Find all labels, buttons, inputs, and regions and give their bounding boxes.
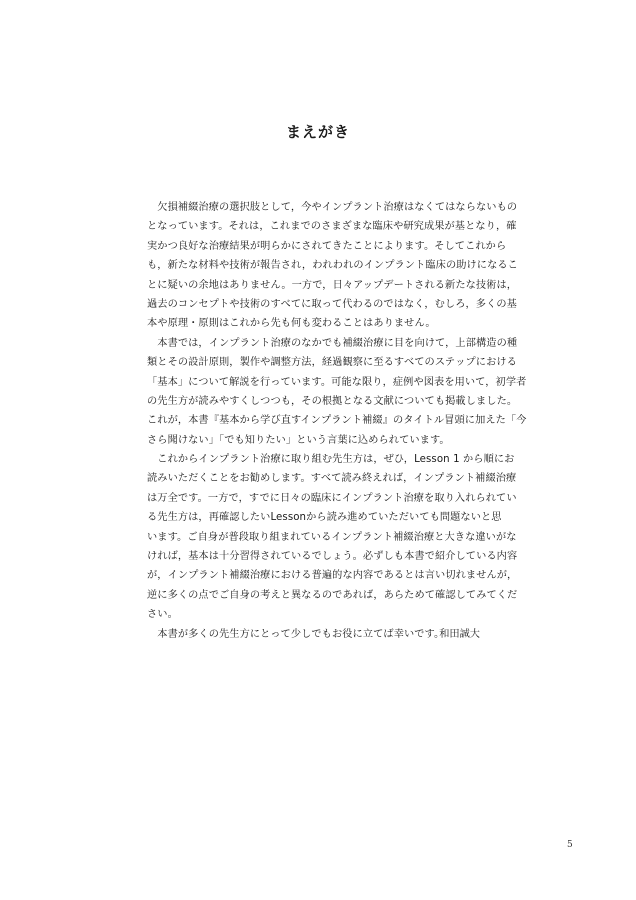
text-line: 過去のコンセプトや技術のすべてに取って代わるのではなく，むしろ，多くの基 bbox=[147, 298, 517, 310]
text-line: 本や原理・原則はこれから先も何も変わることはありません。 bbox=[147, 318, 436, 330]
text-line: とに疑いの余地はありません。一方で，日々アップデートされる新たな技術は， bbox=[147, 279, 518, 291]
text-line: の先生方が読みやすくしつつも，その根拠となる文献についても掲載しました。 bbox=[147, 395, 518, 407]
text-line: 読みいただくことをお勧めします。すべて読み終えれば，インプラント補綴治療 bbox=[147, 473, 517, 485]
text-line: が，インプラント補綴治療における普遍的な内容であるとは言い切れませんが， bbox=[147, 570, 518, 582]
preface-body bbox=[147, 198, 527, 644]
page-title: まえがき bbox=[285, 123, 350, 141]
text-line: 本書では，インプラント治療のなかでも補綴治療に目を向けて，上部構造の種 bbox=[147, 337, 518, 349]
text-line: も，新たな材料や技術が報告され，われわれのインプラント臨床の助けになるこ bbox=[147, 260, 518, 272]
text-line: 本書が多くの先生方にとって少しでもお役に立てば幸いです。 bbox=[147, 628, 445, 640]
text-line: さら聞けない」「でも知りたい」という言葉に込められています。 bbox=[147, 434, 450, 446]
text-line: 欠損補綴治療の選択肢として，今やインプラント治療はなくてはならないもの bbox=[147, 202, 518, 213]
text-line: 実かつ良好な治療結果が明らかにされてきたことによります。そしてこれから bbox=[147, 240, 507, 252]
text-line: は万全です。一方で，すでに日々の臨床にインプラント治療を取り入れられてい bbox=[147, 492, 517, 504]
text-line: これからインプラント治療に取り組む先生方は，ぜひ，Lesson 1 から順にお bbox=[147, 454, 515, 466]
text-line: 類とその設計原則，製作や調整方法，経過観察に至るすべてのステップにおける bbox=[147, 357, 517, 369]
text-line: 「基本」について解説を行っています。可能な限り，症例や図表を用いて，初学者 bbox=[147, 376, 527, 388]
text-line: となっています。それは，これまでのさまざまな臨床や研究成果が基となり，確 bbox=[147, 221, 517, 233]
page-number: 5 bbox=[567, 840, 573, 850]
text-line: さい。 bbox=[147, 609, 178, 621]
text-line: る先生方は，再確認したいLessonから読み進めていただいても問題ないと思 bbox=[147, 512, 502, 524]
author-name: 和田誠大 bbox=[439, 629, 480, 640]
text-line: います。ご自身が普段取り組まれているインプラント補綴治療と大きな違いがな bbox=[147, 531, 517, 543]
text-line: 逆に多くの点でご自身の考えと異なるのであれば，あらためて確認してみてくだ bbox=[147, 589, 518, 601]
text-line: ければ，基本は十分習得されているでしょう。必ずしも本書で紹介している内容 bbox=[147, 551, 518, 563]
text-line: これが，本書『基本から学び直すインプラント補綴』のタイトル冒頭に加えた「今 bbox=[147, 415, 527, 427]
